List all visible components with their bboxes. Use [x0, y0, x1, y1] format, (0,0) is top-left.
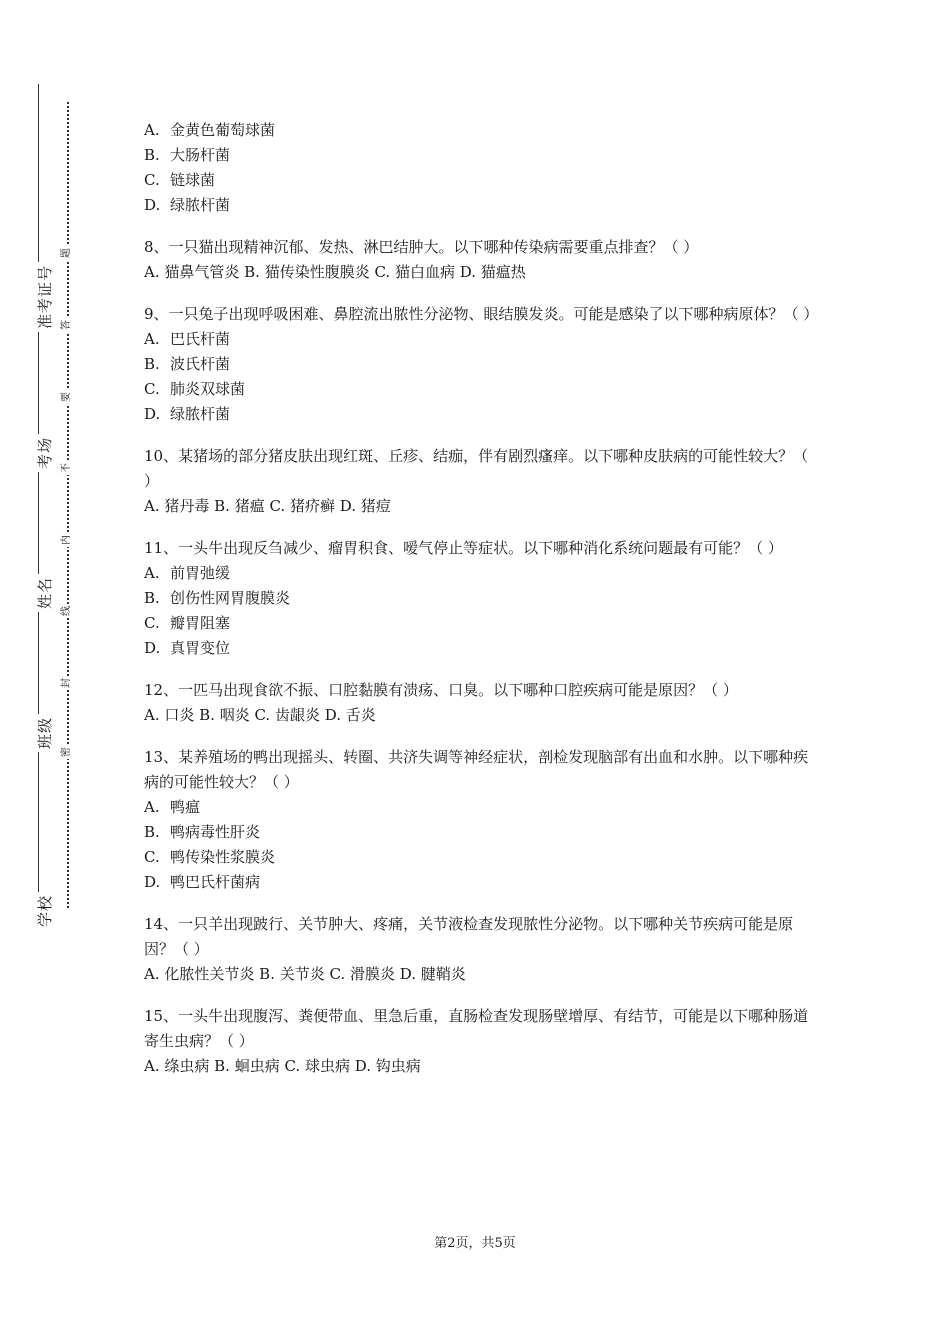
question-8: [144, 235, 812, 285]
question-options: A. 口炎 B. 咽炎 C. 齿龈炎 D. 舌炎: [144, 706, 376, 724]
question-stem: 8、一只猫出现精神沉郁、发热、淋巴结肿大。以下哪种传染病需要重点排查？（ ）: [144, 238, 699, 256]
option: A. 巴氏杆菌: [144, 330, 231, 348]
question-stem: 12、一匹马出现食欲不振、口腔黏膜有溃疡、口臭。以下哪种口腔疾病可能是原因？（ ）: [144, 681, 738, 699]
option: B. 大肠杆菌: [144, 146, 231, 164]
question-13: [144, 745, 812, 895]
question-9: [144, 302, 819, 427]
option: B. 波氏杆菌: [144, 355, 231, 373]
option: B. 创伤性网胃腹膜炎: [144, 589, 291, 607]
field-name: 姓名: [34, 574, 55, 612]
field-school: 学校: [34, 892, 55, 930]
question-options: A. 猪丹毒 B. 猪瘟 C. 猪疥癣 D. 猪痘: [144, 497, 391, 515]
question-7-options: [144, 118, 812, 218]
binding-solid-line: [38, 84, 39, 926]
option: D. 绿脓杆菌: [144, 405, 231, 423]
binding-dotted-line: [67, 102, 69, 908]
option: C. 鸭传染性浆膜炎: [144, 848, 276, 866]
seal-char: 密: [61, 747, 72, 757]
question-list: [144, 118, 819, 1079]
question-stem: 9、一只兔子出现呼吸困难、鼻腔流出脓性分泌物、眼结膜发炎。可能是感染了以下哪种病原体？（ ）: [144, 305, 819, 323]
option: A. 鸭瘟: [144, 798, 201, 816]
question-11: [144, 536, 812, 661]
option: D. 绿脓杆菌: [144, 196, 231, 214]
question-stem: 14、一只羊出现跛行、关节肿大、疼痛，关节液检查发现脓性分泌物。以下哪种关节疾病可能是原因？（ ）: [144, 915, 794, 958]
question-14: [144, 912, 812, 987]
question-stem: 13、某养殖场的鸭出现摇头、转圈、共济失调等神经症状，剖检发现脑部有出血和水肿。以下哪种疾病的可能性较大？（ ）: [144, 748, 809, 791]
option: D. 真胃变位: [144, 639, 231, 657]
question-stem: 11、一头牛出现反刍减少、瘤胃积食、嗳气停止等症状。以下哪种消化系统问题最有可能？（ ）: [144, 539, 783, 557]
option: B. 鸭病毒性肝炎: [144, 823, 261, 841]
question-15: [144, 1004, 812, 1079]
question-stem: 15、一头牛出现腹泻、粪便带血、里急后重，直肠检查发现肠壁增厚、有结节，可能是以下哪种肠道寄生虫病？（ ）: [144, 1007, 809, 1050]
option: A. 前胃弛缓: [144, 564, 231, 582]
seal-char: 封: [61, 678, 72, 688]
question-12: [144, 678, 812, 728]
field-exam-room: 考场: [34, 434, 55, 472]
seal-char: 题: [61, 248, 72, 258]
field-class: 班级: [34, 714, 55, 752]
question-options: A. 猫鼻气管炎 B. 猫传染性腹膜炎 C. 猫白血病 D. 猫瘟热: [144, 263, 526, 281]
seal-char: 内: [61, 535, 72, 545]
option: A. 金黄色葡萄球菌: [144, 121, 276, 139]
option: C. 链球菌: [144, 171, 216, 189]
option: C. 肺炎双球菌: [144, 380, 246, 398]
question-options: A. 绦虫病 B. 蛔虫病 C. 球虫病 D. 钩虫病: [144, 1057, 421, 1075]
option: C. 瓣胃阻塞: [144, 614, 231, 632]
page-number: 第2页，共5页: [434, 1236, 516, 1251]
seal-char: 答: [61, 320, 72, 330]
seal-char: 线: [61, 606, 72, 616]
question-options: A. 化脓性关节炎 B. 关节炎 C. 滑膜炎 D. 腱鞘炎: [144, 965, 466, 983]
field-admission-number: 准考证号: [34, 262, 55, 332]
question-10: [144, 444, 812, 519]
option: D. 鸭巴氏杆菌病: [144, 873, 261, 891]
seal-char: 要: [61, 392, 72, 402]
seal-char: 不: [61, 463, 72, 473]
question-stem: 10、某猪场的部分猪皮肤出现红斑、丘疹、结痂，伴有剧烈瘙痒。以下哪种皮肤病的可能性较大？（ ）: [144, 447, 809, 490]
